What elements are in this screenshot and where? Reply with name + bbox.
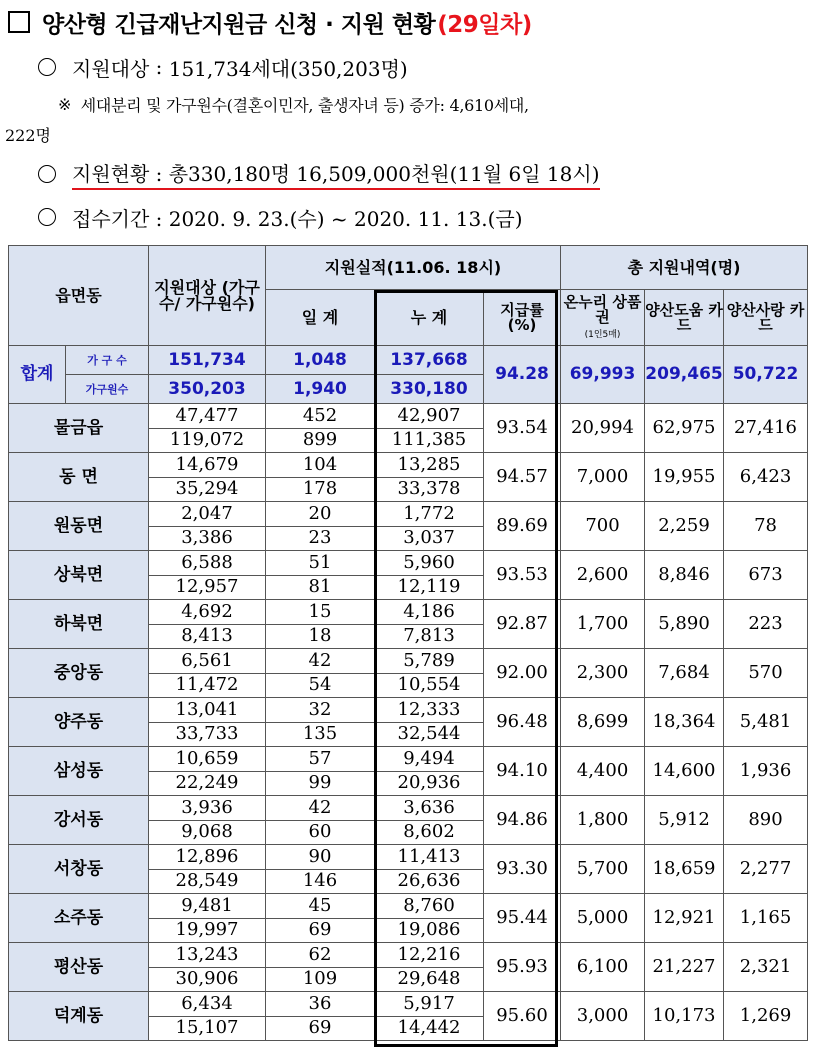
target-households: 12,896 [149,845,266,870]
total-label: 합계 [9,346,66,404]
dourm-count: 19,955 [645,453,724,502]
total-target-hh: 151,734 [149,346,266,375]
cumulative-members: 3,037 [375,526,484,551]
cumulative-members: 14,442 [375,1016,484,1041]
daily-members: 18 [266,624,375,649]
region-name: 물금읍 [9,404,149,453]
sarang-count: 2,321 [724,943,808,992]
payment-rate: 94.57 [484,453,561,502]
onnuri-count: 2,600 [561,551,645,600]
daily-households: 32 [266,698,375,723]
cumulative-members: 33,378 [375,477,484,502]
daily-households: 104 [266,453,375,478]
header-sarang: 양산사랑 카드 [724,290,808,346]
region-name: 소주동 [9,894,149,943]
onnuri-count: 2,300 [561,649,645,698]
cumulative-members: 29,648 [375,967,484,992]
dourm-count: 62,975 [645,404,724,453]
daily-households: 51 [266,551,375,576]
target-households: 47,477 [149,404,266,429]
total-cum-mem: 330,180 [375,375,484,404]
header-target: 지원대상 (가구수/ 가구원수) [149,246,266,346]
cumulative-households: 12,333 [375,698,484,723]
cumulative-households: 1,772 [375,502,484,527]
payment-rate: 94.10 [484,747,561,796]
target-value: 151,734세대(350,203명) [168,56,408,81]
cumulative-households: 42,907 [375,404,484,429]
target-members: 33,733 [149,722,266,747]
region-name: 양주동 [9,698,149,747]
cumulative-households: 5,789 [375,649,484,674]
total-members-label: 가구원수 [66,375,149,404]
region-name: 강서동 [9,796,149,845]
onnuri-count: 1,800 [561,796,645,845]
table-row [9,600,808,625]
table-row [9,747,808,772]
dourm-count: 18,364 [645,698,724,747]
cumulative-households: 3,636 [375,796,484,821]
onnuri-count: 5,700 [561,845,645,894]
cumulative-members: 111,385 [375,428,484,453]
payment-rate: 92.87 [484,600,561,649]
target-members: 30,906 [149,967,266,992]
payment-rate: 95.60 [484,992,561,1041]
header-onnuri-label: 온누리 상품권 [563,293,642,326]
onnuri-count: 5,000 [561,894,645,943]
onnuri-count: 3,000 [561,992,645,1041]
region-name: 덕계동 [9,992,149,1041]
daily-households: 15 [266,600,375,625]
target-label: 지원대상 [72,56,150,81]
title-main: 양산형 긴급재난지원금 신청 · 지원 현황 [42,11,436,38]
circle-bullet-icon [38,208,56,226]
daily-households: 20 [266,502,375,527]
total-target-mem: 350,203 [149,375,266,404]
sarang-count: 1,269 [724,992,808,1041]
header-onnuri [561,290,645,346]
daily-households: 36 [266,992,375,1017]
total-onnuri: 69,993 [561,346,645,404]
target-households: 13,041 [149,698,266,723]
payment-rate: 93.30 [484,845,561,894]
title-day: (29일차) [437,11,532,38]
sarang-count: 78 [724,502,808,551]
status-text: 지원현황 : 총330,180명 16,509,000천원(11월 6일 18시) [72,158,600,190]
target-households: 6,588 [149,551,266,576]
cumulative-members: 20,936 [375,771,484,796]
dourm-count: 2,259 [645,502,724,551]
region-name: 동 면 [9,453,149,502]
region-name: 평산동 [9,943,149,992]
cumulative-members: 12,119 [375,575,484,600]
cumulative-members: 7,813 [375,624,484,649]
target-households: 2,047 [149,502,266,527]
note-line [58,90,529,118]
payment-rate: 95.93 [484,943,561,992]
target-members: 119,072 [149,428,266,453]
sarang-count: 2,277 [724,845,808,894]
daily-households: 62 [266,943,375,968]
daily-members: 60 [266,820,375,845]
total-rate: 94.28 [484,346,561,404]
dourm-count: 18,659 [645,845,724,894]
dourm-count: 14,600 [645,747,724,796]
daily-households: 42 [266,649,375,674]
daily-households: 57 [266,747,375,772]
table-row [9,551,808,576]
table-row [9,649,808,674]
target-members: 22,249 [149,771,266,796]
cumulative-households: 5,960 [375,551,484,576]
target-line: 지원대상 : 151,734세대(350,203명) [38,52,408,82]
target-households: 9,481 [149,894,266,919]
dourm-count: 12,921 [645,894,724,943]
cumulative-households: 12,216 [375,943,484,968]
dourm-count: 10,173 [645,992,724,1041]
table-row [9,796,808,821]
target-households: 10,659 [149,747,266,772]
sarang-count: 890 [724,796,808,845]
target-households: 13,243 [149,943,266,968]
payment-rate: 92.00 [484,649,561,698]
payment-rate: 95.44 [484,894,561,943]
dourm-count: 21,227 [645,943,724,992]
header-rate: 지급률 (%) [484,290,561,346]
cumulative-households: 13,285 [375,453,484,478]
sarang-count: 570 [724,649,808,698]
daily-members: 69 [266,1016,375,1041]
target-members: 15,107 [149,1016,266,1041]
daily-members: 146 [266,869,375,894]
cumulative-households: 5,917 [375,992,484,1017]
target-members: 12,957 [149,575,266,600]
total-cum-hh: 137,668 [375,346,484,375]
onnuri-count: 700 [561,502,645,551]
payment-rate: 96.48 [484,698,561,747]
note-mark: ※ [58,94,72,114]
note-cont: 222명 [5,125,51,145]
table-row [9,404,808,429]
table-row [9,992,808,1017]
dourm-count: 5,890 [645,600,724,649]
page-title [8,4,532,40]
target-households: 3,936 [149,796,266,821]
region-name: 삼성동 [9,747,149,796]
daily-members: 99 [266,771,375,796]
header-daily: 일 계 [266,290,375,346]
region-name: 서창동 [9,845,149,894]
daily-members: 899 [266,428,375,453]
target-members: 3,386 [149,526,266,551]
onnuri-count: 4,400 [561,747,645,796]
table-row [9,943,808,968]
table-row [9,502,808,527]
sarang-count: 5,481 [724,698,808,747]
payment-rate: 94.86 [484,796,561,845]
daily-members: 135 [266,722,375,747]
dourm-count: 7,684 [645,649,724,698]
period-line [38,202,523,232]
total-daily-hh: 1,048 [266,346,375,375]
target-households: 6,561 [149,649,266,674]
region-name: 중앙동 [9,649,149,698]
sarang-count: 1,936 [724,747,808,796]
total-sarang: 50,722 [724,346,808,404]
sarang-count: 673 [724,551,808,600]
header-breakdown: 총 지원내역(명) [561,246,808,290]
table-row [9,453,808,478]
cumulative-households: 11,413 [375,845,484,870]
region-name: 상북면 [9,551,149,600]
total-daily-mem: 1,940 [266,375,375,404]
table-row [9,894,808,919]
cumulative-households: 9,494 [375,747,484,772]
cumulative-members: 10,554 [375,673,484,698]
payment-rate: 89.69 [484,502,561,551]
sarang-count: 223 [724,600,808,649]
total-household-label: 가 구 수 [66,346,149,375]
dourm-count: 5,912 [645,796,724,845]
daily-households: 42 [266,796,375,821]
payment-rate: 93.54 [484,404,561,453]
header-cumulative: 누 계 [375,290,484,346]
cumulative-members: 19,086 [375,918,484,943]
target-members: 8,413 [149,624,266,649]
region-name: 원동면 [9,502,149,551]
target-members: 19,997 [149,918,266,943]
daily-members: 178 [266,477,375,502]
target-members: 28,549 [149,869,266,894]
cumulative-members: 26,636 [375,869,484,894]
onnuri-count: 6,100 [561,943,645,992]
daily-members: 109 [266,967,375,992]
cumulative-households: 8,760 [375,894,484,919]
daily-members: 69 [266,918,375,943]
target-members: 11,472 [149,673,266,698]
table-row [9,845,808,870]
onnuri-count: 20,994 [561,404,645,453]
sarang-count: 27,416 [724,404,808,453]
header-onnuri-note: (1인5매) [584,330,621,340]
onnuri-count: 1,700 [561,600,645,649]
payment-rate: 93.53 [484,551,561,600]
period-text: 접수기간 : 2020. 9. 23.(수) ~ 2020. 11. 13.(금) [72,206,523,231]
region-name: 하북면 [9,600,149,649]
checkbox-square-icon [8,11,30,33]
target-households: 4,692 [149,600,266,625]
target-households: 6,434 [149,992,266,1017]
target-members: 35,294 [149,477,266,502]
status-line [38,159,600,189]
daily-members: 54 [266,673,375,698]
dourm-count: 8,846 [645,551,724,600]
daily-households: 45 [266,894,375,919]
header-dourm: 양산도움 카드 [645,290,724,346]
cumulative-households: 4,186 [375,600,484,625]
sarang-count: 6,423 [724,453,808,502]
sarang-count: 1,165 [724,894,808,943]
circle-bullet-icon [38,165,56,183]
header-region: 읍면동 [9,246,149,346]
onnuri-count: 8,699 [561,698,645,747]
target-members: 9,068 [149,820,266,845]
daily-members: 23 [266,526,375,551]
daily-members: 81 [266,575,375,600]
cumulative-members: 32,544 [375,722,484,747]
header-performance: 지원실적(11.06. 18시) [266,246,561,290]
total-dourm: 209,465 [645,346,724,404]
cumulative-members: 8,602 [375,820,484,845]
daily-households: 90 [266,845,375,870]
table-row [9,698,808,723]
target-households: 14,679 [149,453,266,478]
daily-households: 452 [266,404,375,429]
support-table [8,245,808,1041]
circle-bullet-icon [38,58,56,76]
note-text: 세대분리 및 가구원수(결혼이민자, 출생자녀 등) 증가: 4,610세대, [80,95,529,115]
onnuri-count: 7,000 [561,453,645,502]
